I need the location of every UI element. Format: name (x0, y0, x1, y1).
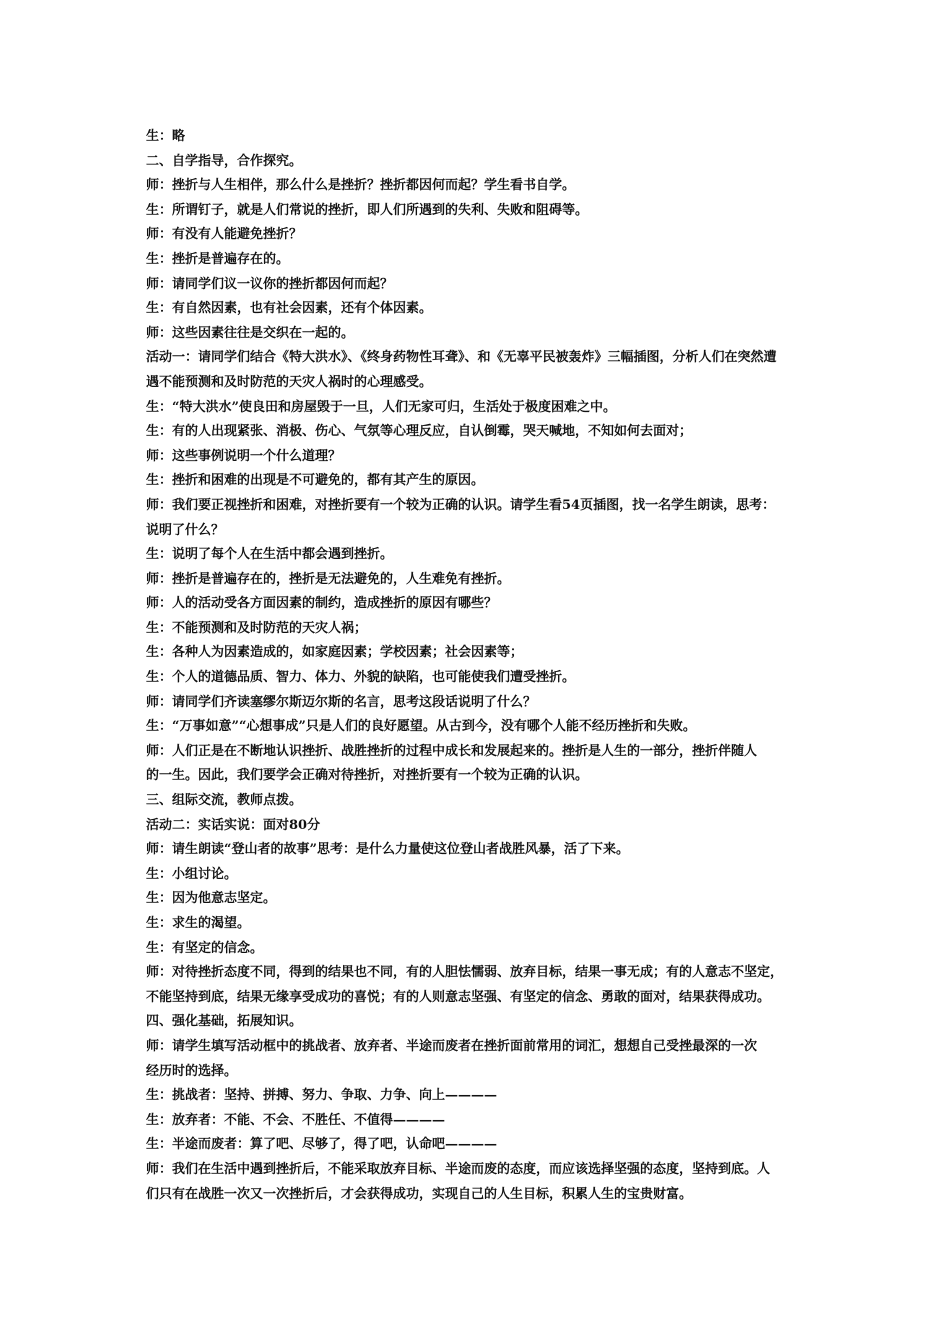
text-line: 师：挫折是普遍存在的，挫折是无法避免的，人生难免有挫折。 (146, 571, 511, 587)
text-line: 生：因为他意志坚定。 (146, 891, 277, 907)
text-line: 师：有没有人能避免挫折？ (146, 227, 303, 243)
text-line: 生：有坚定的信念。 (146, 940, 264, 956)
text-line: 师：我们要正视挫折和困难，对挫折要有一个较为正确的认识。请学生看54页插图，找一名学生朗读，思考： (146, 497, 776, 513)
text-line: 遇不能预测和及时防范的天灾人祸时的心理感受。 (146, 374, 433, 390)
text-line: 生：说明了每个人在生活中都会遇到挫折。 (146, 547, 394, 563)
text-line: 师：这些因素往往是交织在一起的。 (146, 325, 355, 341)
text-line: 师：这些事例说明一个什么道理？ (146, 448, 342, 464)
activity-line: 活动一：请同学们结合《特大洪水》、《终身药物性耳聋》、和《无辜平民被轰炸》三幅插图，分析人们在突然遭 (146, 350, 777, 366)
text-line: 生：有的人出现紧张、消极、伤心、气氛等心理反应，自认倒霉，哭天喊地，不知如何去面对； (146, 424, 693, 440)
text-line: 师：挫折与人生相伴，那么什么是挫折？挫折都因何而起？学生看书自学。 (146, 178, 576, 194)
text-line: 师：我们在生活中遇到挫折后，不能采取放弃目标、半途而废的态度，而应该选择坚强的态度，坚持到底。人 (146, 1161, 771, 1177)
section-heading: 三、组际交流，教师点拨。 (146, 793, 303, 809)
text-line: 生：有自然因素，也有社会因素，还有个体因素。 (146, 301, 433, 317)
text-line: 生：求生的渴望。 (146, 916, 251, 931)
section-heading: 四、强化基础，拓展知识。 (146, 1014, 303, 1030)
text-line: 说明了什么？ (146, 522, 225, 538)
text-line: 生：挑战者：坚持、拼搏、努力、争取、力争、向上———— (146, 1088, 498, 1104)
text-line: 生：所谓钉子，就是人们常说的挫折，即人们所遇到的失利、失败和阻碍等。 (146, 202, 589, 218)
text-line: 生：挫折和困难的出现是不可避免的，都有其产生的原因。 (146, 473, 485, 489)
text-line: 生：挫折是普遍存在的。 (146, 251, 290, 267)
text-line: 师：请同学们齐读塞缪尔斯迈尔斯的名言，思考这段话说明了什么？ (146, 694, 537, 710)
activity-line: 活动二：实话实说：面对80分 (146, 817, 321, 833)
text-line: 师：人的活动受各方面因素的制约，造成挫折的原因有哪些？ (146, 596, 498, 612)
document-body (146, 125, 810, 1207)
text-line: 生：个人的道德品质、智力、体力、外貌的缺陷，也可能使我们遭受挫折。 (146, 670, 576, 686)
text-line: 生：放弃者：不能、不会、不胜任、不值得———— (146, 1112, 446, 1128)
text-line: 师：请生朗读“登山者的故事”思考：是什么力量使这位登山者战胜风暴，活了下来。 (146, 842, 629, 858)
text-line: 生：略 (146, 129, 186, 144)
text-line: 生：半途而废者：算了吧、尽够了，得了吧，认命吧———— (146, 1137, 498, 1153)
text-line: 师：请学生填写活动框中的挑战者、放弃者、半途而废者在挫折面前常用的词汇，想想自己受挫最深的一次 (146, 1038, 758, 1054)
text-line: 生：不能预测和及时防范的天灾人祸； (146, 620, 368, 636)
text-line: 师：人们正是在不断地认识挫折、战胜挫折的过程中成长和发展起来的。挫折是人生的一部分，挫折伴随人 (146, 743, 758, 759)
text-line: 不能坚持到底，结果无缘享受成功的喜悦；有的人则意志坚强、有坚定的信念、勇敢的面对，结果获得成功。 (146, 989, 771, 1005)
text-line: 师：请同学们议一议你的挫折都因何而起？ (146, 276, 394, 292)
section-heading: 二、自学指导，合作探究。 (146, 153, 303, 169)
text-line: 师：对待挫折态度不同，得到的结果也不同，有的人胆怯懦弱、放弃目标，结果一事无成；有的人意志不坚定， (146, 965, 784, 981)
text-line: 生：“万事如意”“心想事成”只是人们的良好愿望。从古到今，没有哪个人能不经历挫折和失败。 (146, 719, 696, 735)
text-line: 生：小组讨论。 (146, 866, 238, 882)
text-line: 的一生。因此，我们要学会正确对待挫折，对挫折要有一个较为正确的认识。 (146, 768, 589, 784)
text-line: 生：各种人为因素造成的，如家庭因素；学校因素；社会因素等； (146, 645, 524, 661)
text-line: 们只有在战胜一次又一次挫折后，才会获得成功，实现自己的人生目标，积累人生的宝贵财富。 (146, 1186, 693, 1202)
text-line: 经历时的选择。 (146, 1063, 238, 1079)
text-line: 生：“特大洪水”使良田和房屋毁于一旦，人们无家可归，生活处于极度困难之中。 (146, 399, 616, 415)
